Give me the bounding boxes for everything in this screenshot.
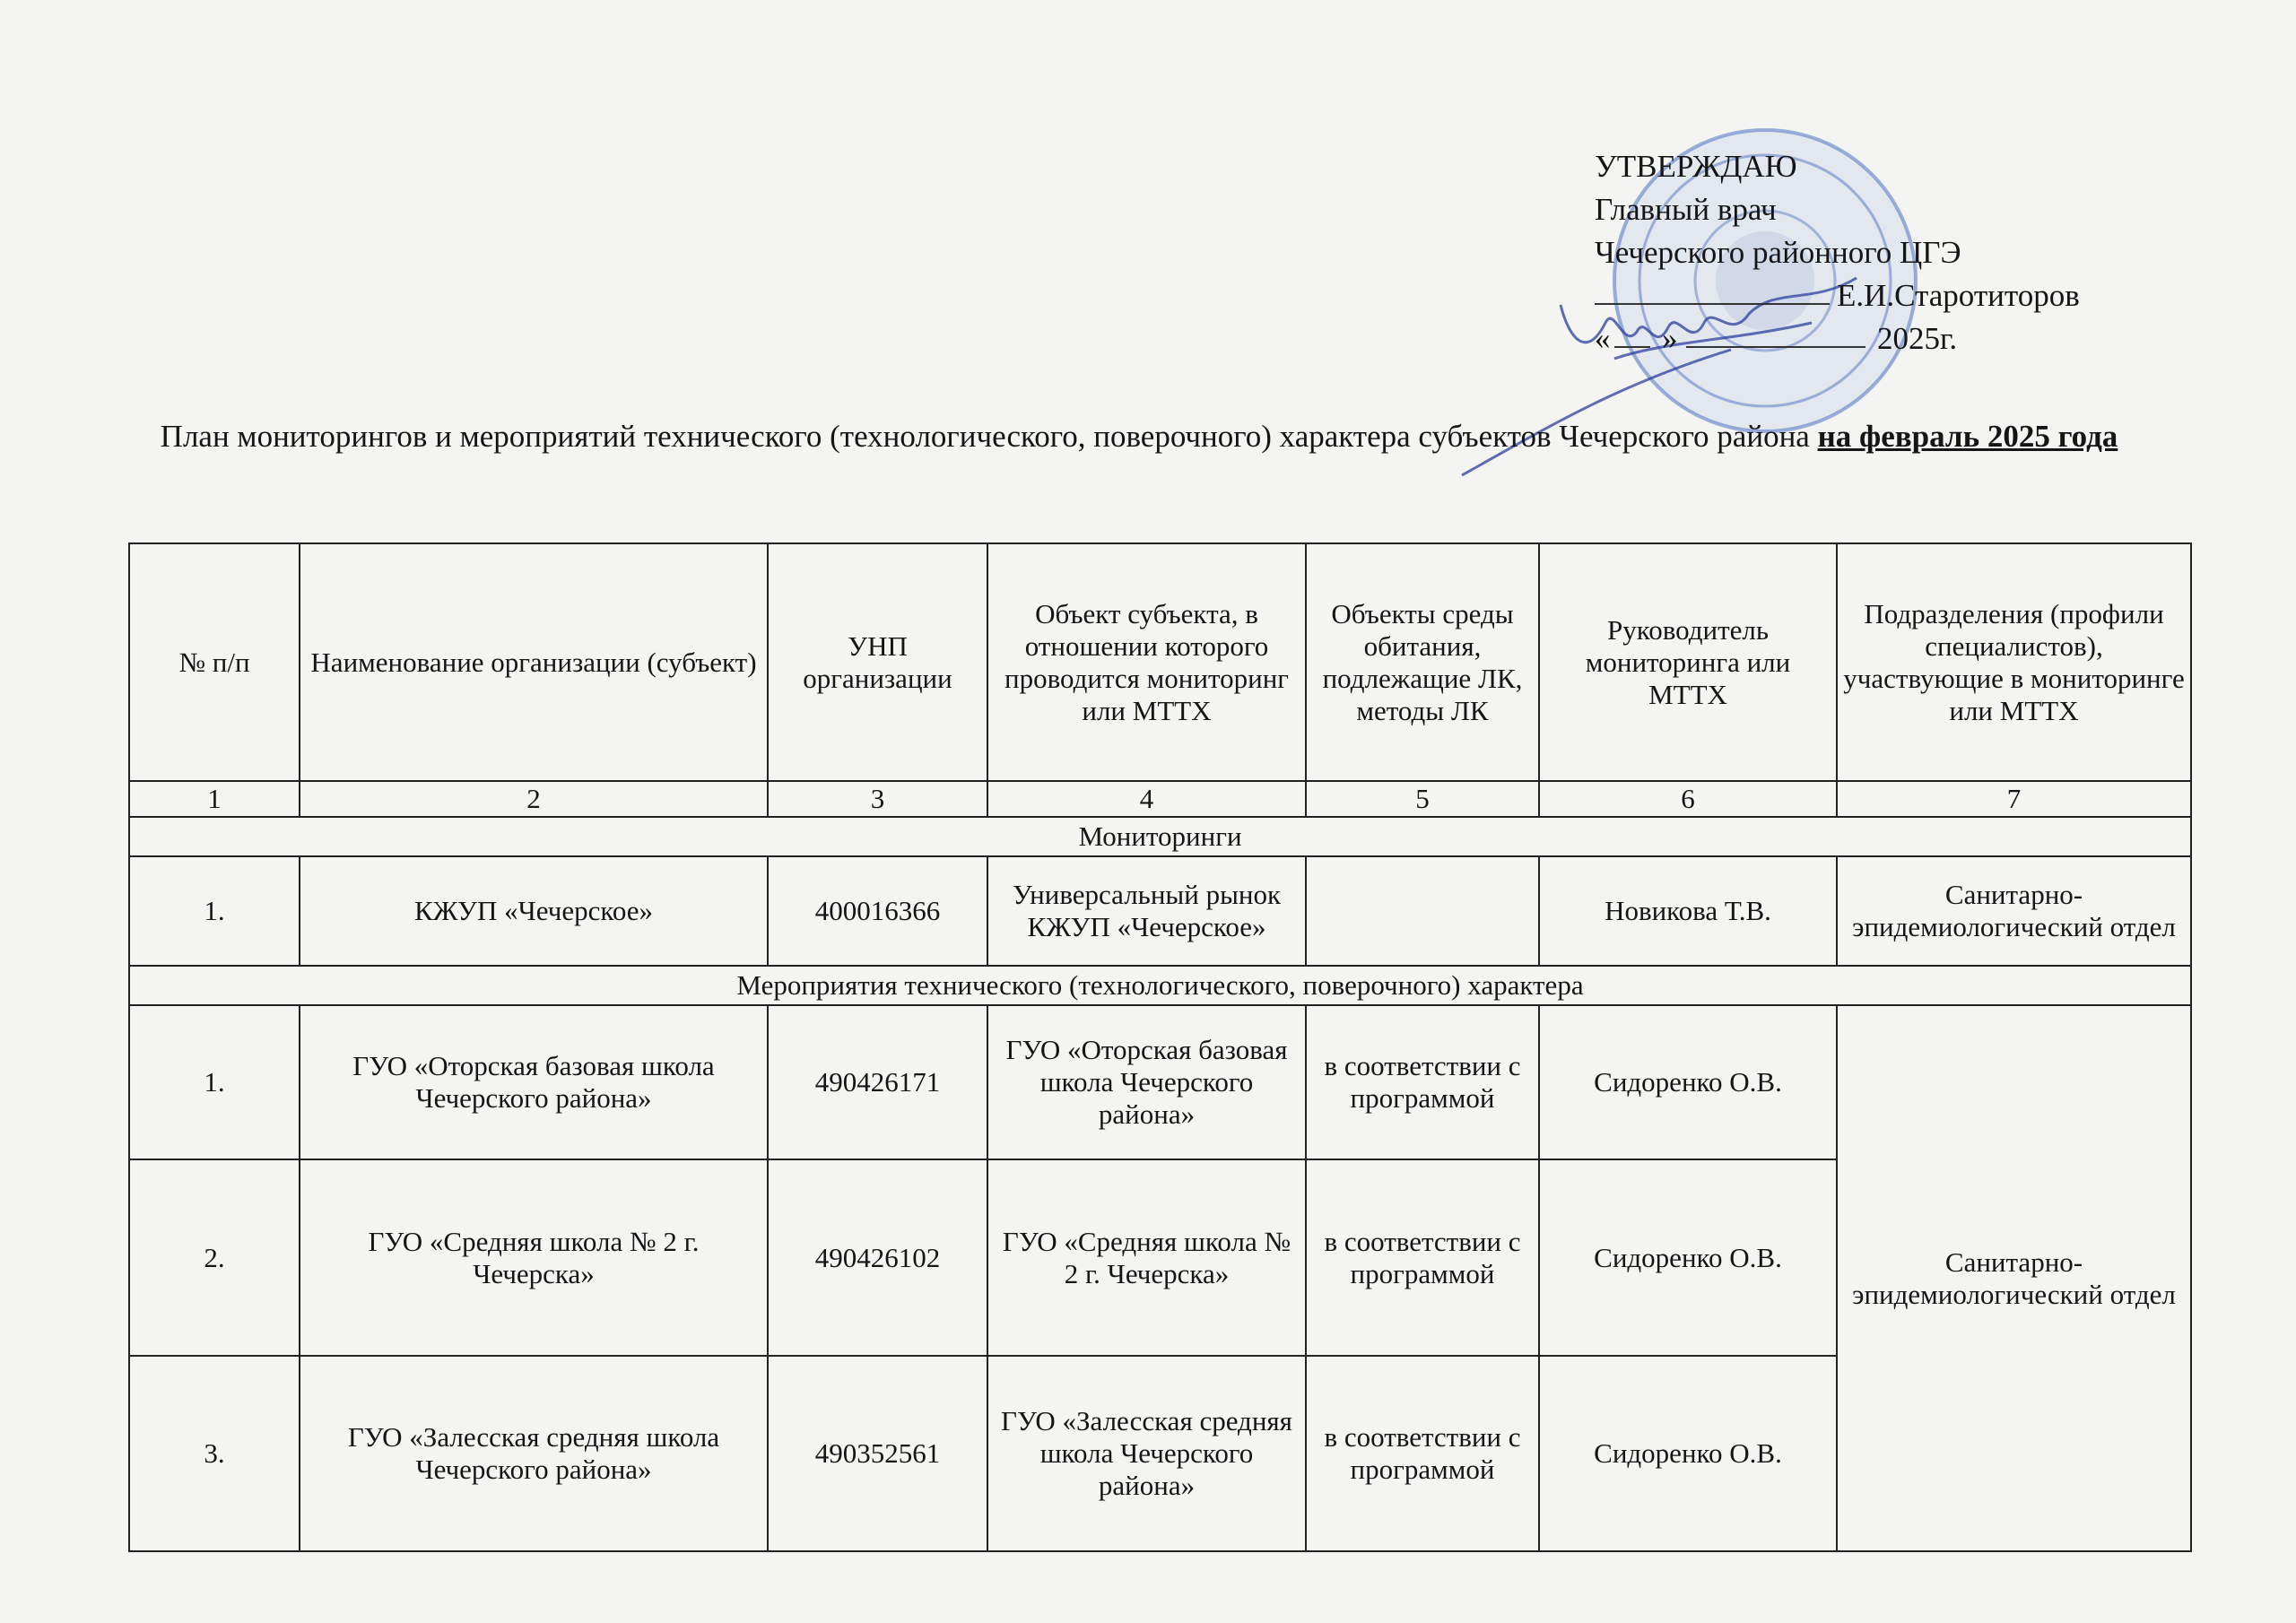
row-unp: 490426171	[768, 1005, 987, 1159]
approval-signature-row	[1595, 274, 2097, 317]
section-row-monitoring	[129, 817, 2191, 856]
approval-line1: УТВЕРЖДАЮ	[1595, 149, 1797, 184]
table-row	[129, 856, 2191, 966]
row-organization: ГУО «Оторская базовая школа Чечерского района»	[300, 1005, 768, 1159]
row-num: 1.	[129, 1005, 300, 1159]
column-number: 5	[1306, 781, 1539, 817]
column-number: 3	[768, 781, 987, 817]
column-number: 1	[129, 781, 300, 817]
header-num: № п/п	[129, 543, 300, 781]
row-unp: 490352561	[768, 1356, 987, 1551]
row-department: Санитарно-эпидемиологический отдел	[1837, 856, 2191, 966]
header-head: Руководитель мониторинга или МТТХ	[1539, 543, 1837, 781]
row-object: ГУО «Оторская базовая школа Чечерского района»	[987, 1005, 1306, 1159]
row-head: Сидоренко О.В.	[1539, 1356, 1837, 1551]
approval-position: Главный врач	[1595, 192, 1777, 227]
row-unp: 490426102	[768, 1159, 987, 1356]
date-open-quote: «	[1595, 321, 1611, 356]
row-head: Новикова Т.В.	[1539, 856, 1837, 966]
row-head: Сидоренко О.В.	[1539, 1005, 1837, 1159]
approval-signature-name: Е.И.Старотиторов	[1837, 278, 2080, 313]
column-number: 7	[1837, 781, 2191, 817]
row-num: 2.	[129, 1159, 300, 1356]
date-month-line	[1686, 346, 1866, 348]
row-department-merged: Санитарно-эпидемиологический отдел	[1837, 1005, 2191, 1551]
approval-date-row	[1595, 317, 2097, 360]
header-row	[129, 543, 2191, 781]
document-title	[108, 414, 2170, 459]
row-object: ГУО «Залесская средняя школа Чечерского района»	[987, 1356, 1306, 1551]
row-environment: в соответствии с программой	[1306, 1159, 1539, 1356]
approval-block	[1595, 145, 2097, 360]
header-departments: Подразделения (профили специалистов), участвующие в мониторинге или МТТХ	[1837, 543, 2191, 781]
plan-table	[128, 542, 2192, 1552]
signature-line	[1595, 303, 1830, 305]
column-number: 6	[1539, 781, 1837, 817]
approval-organization: Чечерского районного ЦГЭ	[1595, 235, 1961, 270]
header-environment: Объекты среды обитания, подлежащие ЛК, методы ЛК	[1306, 543, 1539, 781]
column-number: 4	[987, 781, 1306, 817]
row-environment: в соответствии с программой	[1306, 1356, 1539, 1551]
row-object: ГУО «Средняя школа № 2 г. Чечерска»	[987, 1159, 1306, 1356]
section-title-monitoring: Мониторинги	[129, 817, 2191, 856]
date-year: 2025г.	[1877, 321, 1958, 356]
row-num: 3.	[129, 1356, 300, 1551]
row-environment: в соответствии с программой	[1306, 1005, 1539, 1159]
date-day-line	[1614, 346, 1650, 348]
column-number: 2	[300, 781, 768, 817]
row-num: 1.	[129, 856, 300, 966]
header-object: Объект субъекта, в отношении которого проводится мониторинг или МТТХ	[987, 543, 1306, 781]
row-organization: КЖУП «Чечерское»	[300, 856, 768, 966]
row-unp: 400016366	[768, 856, 987, 966]
section-title-technical: Мероприятия технического (технологического, поверочного) характера	[129, 966, 2191, 1005]
title-main: План мониторингов и мероприятий технического (технологического, поверочного) характера субъектов Чечерского района	[160, 419, 1810, 454]
title-period: на февраль 2025 года	[1817, 419, 2118, 454]
row-environment	[1306, 856, 1539, 966]
date-close-quote: »	[1662, 321, 1678, 356]
row-organization: ГУО «Средняя школа № 2 г. Чечерска»	[300, 1159, 768, 1356]
header-unp: УНП организации	[768, 543, 987, 781]
row-object: Универсальный рынок КЖУП «Чечерское»	[987, 856, 1306, 966]
row-organization: ГУО «Залесская средняя школа Чечерского района»	[300, 1356, 768, 1551]
section-row-technical	[129, 966, 2191, 1005]
column-number-row	[129, 781, 2191, 817]
header-organization: Наименование организации (субъект)	[300, 543, 768, 781]
table-row	[129, 1005, 2191, 1159]
row-head: Сидоренко О.В.	[1539, 1159, 1837, 1356]
